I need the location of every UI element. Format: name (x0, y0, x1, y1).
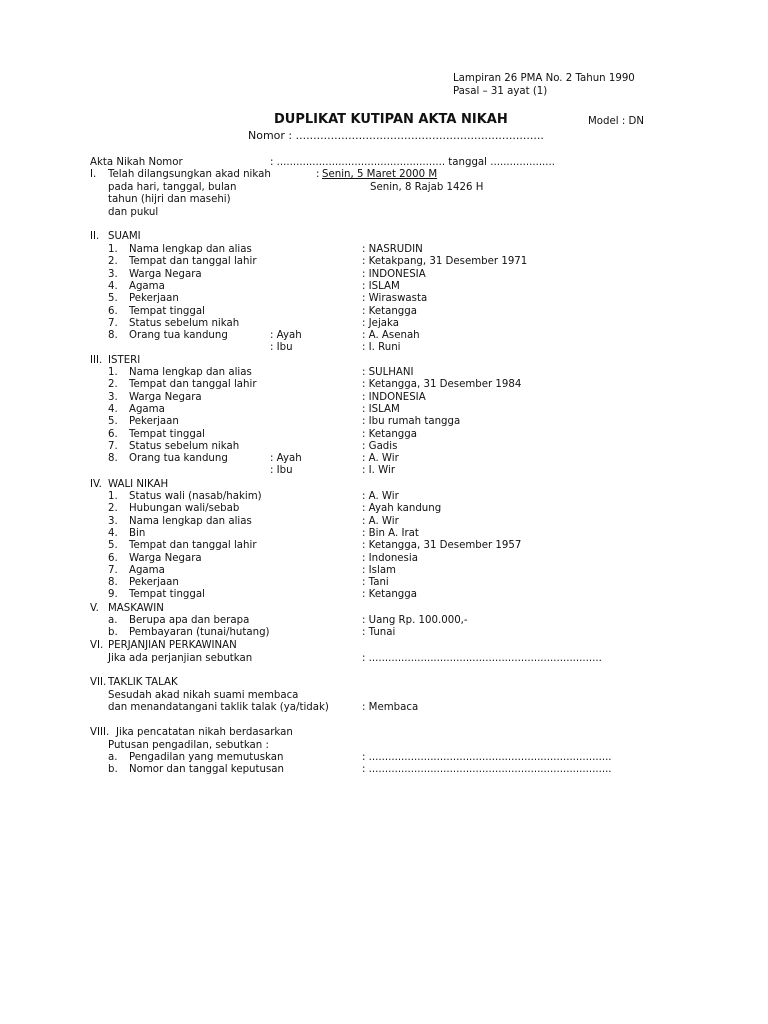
row-number: 1. (108, 491, 118, 502)
row-number: 5. (108, 416, 118, 428)
section-vii-heading: TAKLIK TALAK (108, 677, 178, 688)
section-iii-heading: ISTERI (108, 355, 141, 366)
row-label: Status sebelum nikah (129, 440, 240, 452)
row-value: : ........................................................................... (362, 752, 612, 763)
row-label: Agama (129, 564, 165, 576)
row-label: Nomor dan tanggal keputusan (129, 764, 284, 775)
row-number: 6. (108, 305, 118, 317)
section-vii-number: VII. (90, 677, 107, 688)
row-label: Status sebelum nikah (129, 317, 240, 329)
section-i-number: I. (90, 169, 97, 180)
row-value: : Tani (362, 577, 389, 589)
row-value: : Ketangga, 31 Desember 1984 (362, 379, 522, 391)
row-label: Orang tua kandung (129, 330, 228, 342)
row-value: : Tunai (362, 627, 396, 638)
row-label: Agama (129, 403, 165, 415)
taklik-line1: Sesudah akad nikah suami membaca (108, 690, 299, 701)
row-number: 7. (108, 317, 118, 329)
perjanjian-value: : ........................................................................ (362, 653, 602, 664)
ibu-label: : Ibu (270, 465, 293, 477)
akta-label: Akta Nikah Nomor (90, 157, 183, 168)
row-label: Nama lengkap dan alias (129, 244, 252, 255)
ayah-label: : Ayah (270, 453, 302, 465)
ibu-value: : I. Wir (362, 465, 396, 477)
row-value: : Gadis (362, 440, 398, 452)
row-number: 4. (108, 280, 118, 292)
section-i-line2: pada hari, tanggal, bulan (108, 182, 237, 193)
row-number: 2. (108, 256, 118, 268)
row-value: : Ketangga (362, 428, 417, 440)
nomor-line: Nomor : ....................................................................... (248, 129, 544, 142)
taklik-line2: dan menandatangani taklik talak (ya/tidak) (108, 702, 329, 713)
row-value: : A. Asenah (362, 330, 420, 342)
row-label: Hubungan wali/sebab (129, 503, 240, 515)
row-label: Berupa apa dan berapa (129, 615, 250, 626)
row-value: : A. Wir (362, 515, 399, 527)
row-number: 5. (108, 540, 118, 552)
row-number: 6. (108, 428, 118, 440)
model-text: Model : DN (588, 116, 644, 127)
ibu-value: : I. Runi (362, 342, 401, 354)
row-label: Pekerjaan (129, 293, 179, 305)
section-i-line1: Telah dilangsungkan akad nikah (108, 169, 271, 180)
row-label: Tempat tinggal (129, 589, 205, 601)
akad-date-hijri: Senin, 8 Rajab 1426 H (370, 182, 484, 193)
section-v-number: V. (90, 603, 99, 614)
row-value: : Wiraswasta (362, 293, 428, 305)
row-label: Tempat tinggal (129, 428, 205, 440)
row-label: Pekerjaan (129, 577, 179, 589)
row-label: Warga Negara (129, 391, 202, 403)
perjanjian-line: Jika ada perjanjian sebutkan (108, 653, 253, 664)
lampiran-text: Lampiran 26 PMA No. 2 Tahun 1990 (453, 73, 635, 84)
row-value: : Islam (362, 564, 396, 576)
row-label: Warga Negara (129, 268, 202, 280)
row-value: : Ketangga (362, 589, 417, 601)
akta-value: : .................................................... tanggal .................... (270, 157, 556, 168)
row-value: : INDONESIA (362, 268, 426, 280)
row-label: Nama lengkap dan alias (129, 367, 252, 378)
row-label: Pembayaran (tunai/hutang) (129, 627, 270, 638)
section-iv-heading: WALI NIKAH (108, 479, 169, 490)
section-i-line4: dan pukul (108, 207, 159, 218)
row-number: 7. (108, 564, 118, 576)
row-number: 8. (108, 577, 118, 589)
section-vi-heading: PERJANJIAN PERKAWINAN (108, 640, 237, 651)
row-value: : NASRUDIN (362, 244, 423, 255)
section-ii-heading: SUAMI (108, 231, 141, 242)
row-label: Pekerjaan (129, 416, 179, 428)
row-label: Tempat dan tanggal lahir (129, 256, 257, 268)
row-value: : Indonesia (362, 552, 418, 564)
row-number: 2. (108, 503, 118, 515)
row-value: : Ketangga, 31 Desember 1957 (362, 540, 522, 552)
row-value: : SULHANI (362, 367, 414, 378)
row-number: 7. (108, 440, 118, 452)
row-label: Orang tua kandung (129, 453, 228, 465)
row-value: : A. Wir (362, 453, 399, 465)
row-label: Tempat dan tanggal lahir (129, 540, 257, 552)
row-value: : Ayah kandung (362, 503, 442, 515)
pencatatan-line: Putusan pengadilan, sebutkan : (108, 740, 269, 751)
section-i-line3: tahun (hijri dan masehi) (108, 194, 231, 205)
row-number: a. (108, 752, 118, 763)
row-label: Pengadilan yang memutuskan (129, 752, 284, 763)
row-number: 2. (108, 379, 118, 391)
section-vi-number: VI. (90, 640, 104, 651)
row-value: : ISLAM (362, 280, 400, 292)
row-value: : A. Wir (362, 491, 399, 502)
row-number: b. (108, 764, 118, 775)
row-label: Nama lengkap dan alias (129, 515, 252, 527)
document-title: DUPLIKAT KUTIPAN AKTA NIKAH (274, 112, 508, 127)
row-label: Tempat tinggal (129, 305, 205, 317)
row-label: Warga Negara (129, 552, 202, 564)
row-number: 1. (108, 244, 118, 255)
section-i-colon: : (316, 169, 320, 180)
row-number: 6. (108, 552, 118, 564)
row-label: Bin (129, 527, 146, 539)
row-number: b. (108, 627, 118, 638)
row-number: 8. (108, 453, 118, 465)
row-number: 3. (108, 391, 118, 403)
row-label: Tempat dan tanggal lahir (129, 379, 257, 391)
row-value: : Bin A. Irat (362, 527, 419, 539)
section-ii-number: II. (90, 231, 100, 242)
row-value: : INDONESIA (362, 391, 426, 403)
row-value: : ........................................................................... (362, 764, 612, 775)
row-value: : ISLAM (362, 403, 400, 415)
row-value: : Jejaka (362, 317, 399, 329)
row-number: 1. (108, 367, 118, 378)
row-label: Status wali (nasab/hakim) (129, 491, 262, 502)
row-number: 8. (108, 330, 118, 342)
row-label: Agama (129, 280, 165, 292)
row-value: : Ibu rumah tangga (362, 416, 461, 428)
row-value: : Ketangga (362, 305, 417, 317)
row-number: 9. (108, 589, 118, 601)
ayah-label: : Ayah (270, 330, 302, 342)
row-value: : Ketakpang, 31 Desember 1971 (362, 256, 528, 268)
row-number: 5. (108, 293, 118, 305)
row-number: 3. (108, 515, 118, 527)
row-number: a. (108, 615, 118, 626)
row-number: 4. (108, 527, 118, 539)
section-v-heading: MASKAWIN (108, 603, 164, 614)
section-iv-number: IV. (90, 479, 102, 490)
section-iii-number: III. (90, 355, 103, 366)
row-value: : Uang Rp. 100.000,- (362, 615, 468, 626)
row-number: 4. (108, 403, 118, 415)
akad-date-masehi: Senin, 5 Maret 2000 M (322, 169, 438, 180)
ibu-label: : Ibu (270, 342, 293, 354)
pasal-text: Pasal – 31 ayat (1) (453, 86, 548, 97)
taklik-value: : Membaca (362, 702, 419, 713)
section-viii-heading: Jika pencatatan nikah berdasarkan (116, 727, 293, 738)
section-viii-number: VIII. (90, 727, 110, 738)
row-number: 3. (108, 268, 118, 280)
